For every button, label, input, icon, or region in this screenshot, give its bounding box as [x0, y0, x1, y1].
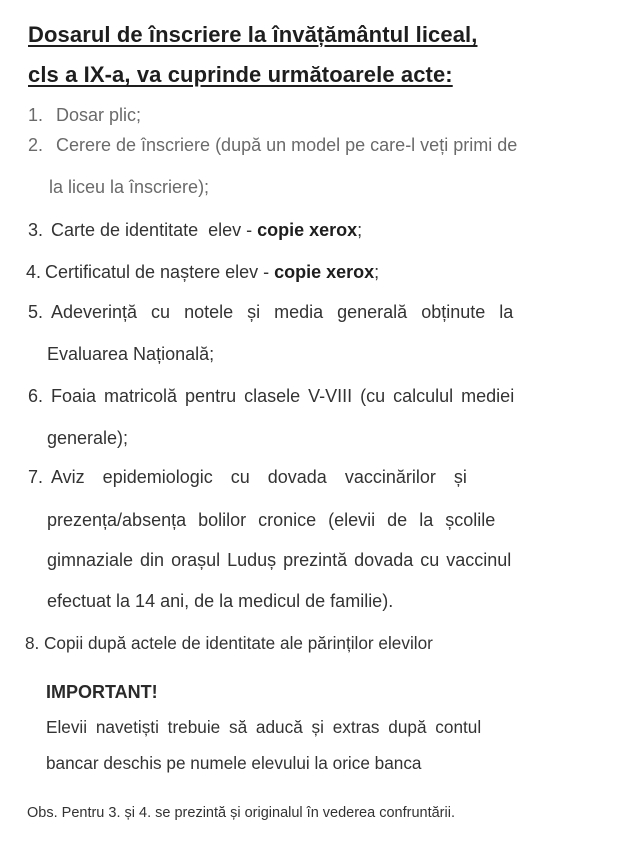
list-item-number: 6.	[28, 386, 44, 406]
list-item-number: 1.	[28, 105, 44, 125]
list-item-emphasis: copie xerox	[257, 220, 358, 240]
list-item-number: 3.	[28, 220, 44, 240]
list-item-number: 2.	[28, 135, 44, 155]
important-text: Elevii navetiști trebuie să aducă și extras după contul	[46, 717, 482, 737]
document-title-line-2: cls a IX-a, va cuprinde următoarele acte:	[28, 62, 453, 87]
list-item-text: gimnaziale din orașul Luduș prezintă dovada cu vaccinul	[47, 550, 512, 570]
list-item-number: 8.	[25, 633, 40, 653]
list-item-text: prezența/absența bolilor cronice (elevii de la școlile	[47, 510, 496, 530]
list-item-suffix: ;	[374, 262, 380, 282]
list-item-number: 4.	[26, 262, 42, 282]
list-item-number: 5.	[28, 302, 44, 322]
observation-note: Obs. Pentru 3. și 4. se prezintă și originalul în vederea confruntării.	[27, 805, 455, 821]
list-item-text: Copii după actele de identitate ale părinților elevilor	[44, 633, 433, 653]
list-item-text: Adeverință cu notele și media generală obținute la	[51, 302, 514, 322]
list-item-text: efectuat la 14 ani, de la medicul de familie).	[47, 591, 394, 611]
list-item-number: 7.	[28, 467, 44, 487]
list-item-text: Aviz epidemiologic cu dovada vaccinărilor și	[51, 467, 467, 487]
list-item-text	[51, 219, 362, 241]
list-item-text	[45, 261, 379, 283]
important-text: bancar deschis pe numele elevului la orice banca	[46, 753, 422, 773]
list-item-emphasis: copie xerox	[274, 262, 375, 282]
list-item-suffix: ;	[357, 220, 363, 240]
list-item-text: Evaluarea Națională;	[47, 344, 215, 364]
list-item-text: generale);	[47, 428, 129, 448]
list-item-text: Dosar plic;	[56, 105, 142, 125]
important-heading: IMPORTANT!	[46, 682, 158, 702]
list-item-plain: Carte de identitate elev -	[51, 220, 258, 240]
list-item-text: la liceu la înscriere);	[49, 177, 210, 197]
list-item-text: Cerere de înscriere (după un model pe care-l veți primi de	[56, 135, 518, 155]
document-title-line-1: Dosarul de înscriere la învățământul liceal,	[28, 22, 478, 47]
list-item-plain: Certificatul de naștere elev -	[45, 262, 275, 282]
list-item-text: Foaia matricolă pentru clasele V-VIII (cu calculul mediei	[51, 386, 515, 406]
